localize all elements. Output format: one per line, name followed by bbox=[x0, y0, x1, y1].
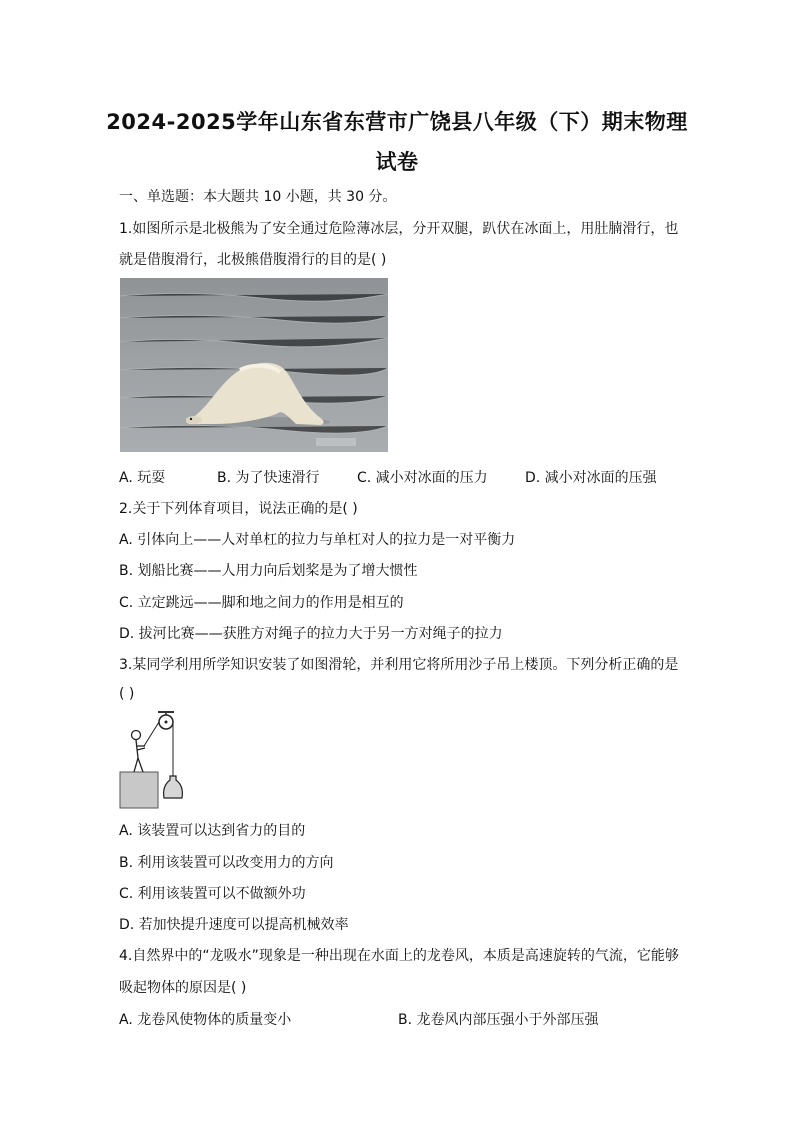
q1-option-a[interactable]: A. 玩耍 bbox=[119, 470, 166, 486]
q1-stem-line1: 1.如图所示是北极熊为了安全通过危险薄冰层，分开双腿，趴伏在冰面上，用肚腩滑行，也 bbox=[119, 221, 679, 237]
q3-option-b[interactable]: B. 利用该装置可以改变用力的方向 bbox=[119, 855, 334, 871]
q4-stem-line1: 4.自然界中的“龙吸水”现象是一种出现在水面上的龙卷风，本质是高速旋转的气流，它能够 bbox=[119, 948, 679, 964]
q3-option-c[interactable]: C. 利用该装置可以不做额外功 bbox=[119, 886, 306, 902]
sand-bag-icon bbox=[164, 776, 183, 798]
pulley-diagram bbox=[118, 710, 188, 810]
q2-option-a[interactable]: A. 引体向上——人对单杠的拉力与单杠对人的拉力是一对平衡力 bbox=[119, 532, 516, 548]
q2-stem-line1: 2.关于下列体育项目，说法正确的是( ) bbox=[119, 501, 358, 517]
q1-option-c[interactable]: C. 减小对冰面的压力 bbox=[357, 470, 488, 486]
polar-bear-photo bbox=[120, 278, 388, 452]
exam-title-line1: 2024-2025学年山东省东营市广饶县八年级（下）期末物理 bbox=[106, 110, 688, 134]
q4-option-b[interactable]: B. 龙卷风内部压强小于外部压强 bbox=[398, 1012, 599, 1028]
section-heading: 一、单选题：本大题共 10 小题，共 30 分。 bbox=[119, 189, 397, 205]
q1-option-d[interactable]: D. 减小对冰面的压强 bbox=[525, 470, 657, 486]
q3-option-a[interactable]: A. 该装置可以达到省力的目的 bbox=[119, 823, 306, 839]
q4-stem-line2: 吸起物体的原因是( ) bbox=[119, 980, 247, 996]
exam-title-line2: 试卷 bbox=[375, 150, 419, 174]
q3-option-d[interactable]: D. 若加快提升速度可以提高机械效率 bbox=[119, 917, 349, 933]
q3-stem-line1: 3.某同学利用所学知识安装了如图滑轮，并利用它将所用沙子吊上楼顶。下列分析正确的是 bbox=[119, 657, 679, 673]
q1-stem-line2: 就是借腹滑行，北极熊借腹滑行的目的是( ) bbox=[119, 252, 387, 268]
q2-option-b[interactable]: B. 划船比赛——人用力向后划桨是为了增大惯性 bbox=[119, 563, 418, 579]
q4-option-a[interactable]: A. 龙卷风使物体的质量变小 bbox=[119, 1012, 292, 1028]
person-figure bbox=[132, 731, 146, 773]
q1-option-b[interactable]: B. 为了快速滑行 bbox=[217, 470, 320, 486]
q2-option-c[interactable]: C. 立定跳远——脚和地之间力的作用是相互的 bbox=[119, 595, 404, 611]
q2-option-d[interactable]: D. 拔河比赛——获胜方对绳子的拉力大于另一方对绳子的拉力 bbox=[119, 626, 503, 642]
q3-stem-line2: ( ) bbox=[119, 686, 135, 702]
